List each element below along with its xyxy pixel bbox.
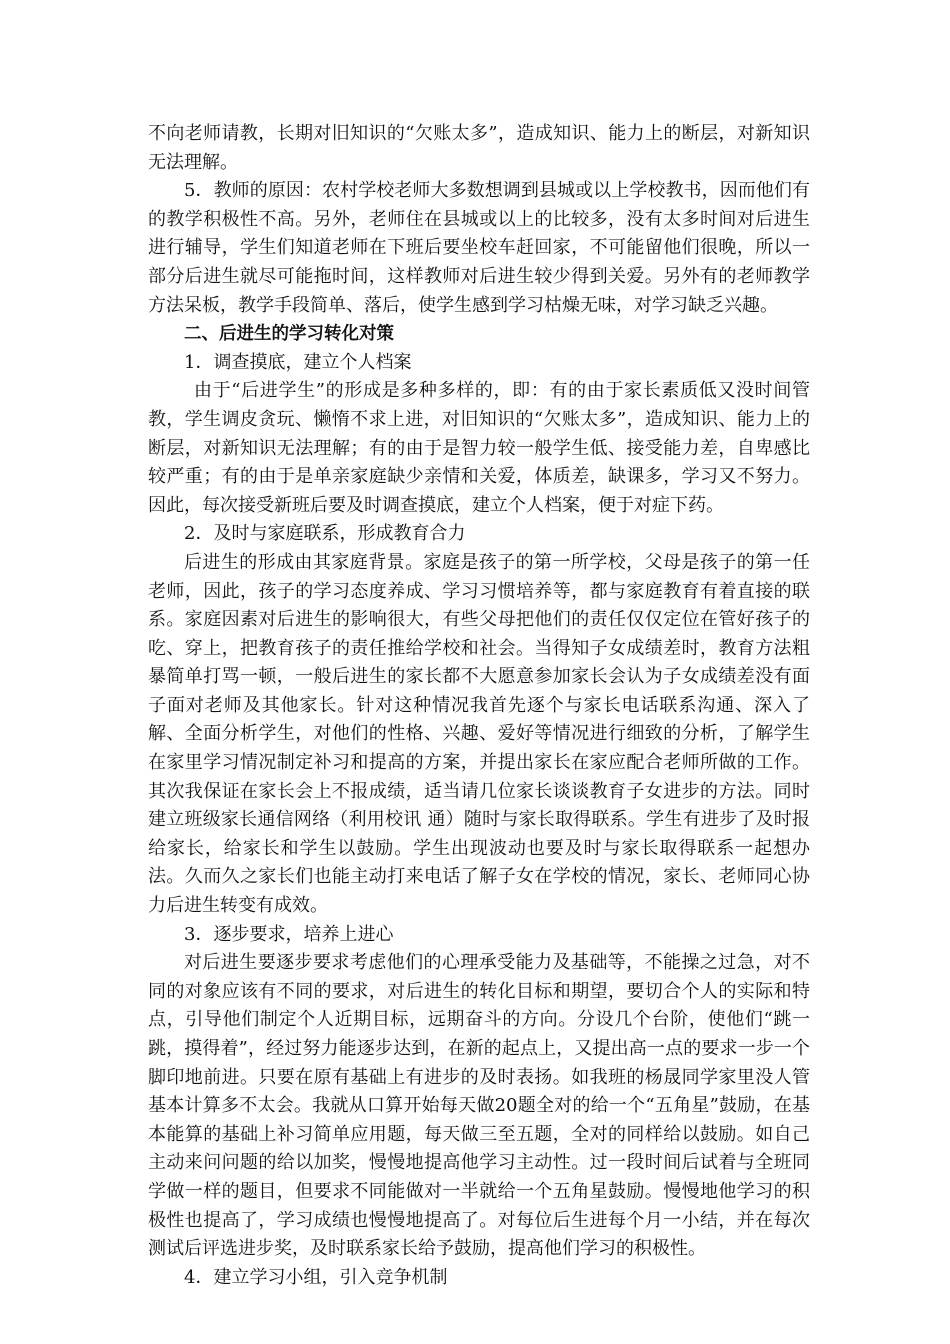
subheading-survey: 1．调查摸底，建立个人档案 [184,351,412,373]
paragraph-survey: 由于“后进学生”的形成是多种多样的，即：有的由于家长素质低又没时间管教，学生调皮贪玩、懒惰不求上进，对旧知识的“欠账太多”，造成知识、能力上的断层，对新知识无法理解；有的由于是智力较一般学生低、接受能力差，自卑感比较严重；有的由于是单亲家庭缺少亲情和关爱，体质差，缺课多，学习又不努力。因此，每次接受新班后要及时调查摸底，建立个人档案，便于对症下药。 [148,380,810,516]
paragraph-gradual-requirements: 对后进生要逐步要求考虑他们的心理承受能力及基础等，不能操之过急，对不同的对象应该有不同的要求，对后进生的转化目标和期望，要切合个人的实际和特点，引导他们制定个人近期目标，远期奋斗的方向。分设几个台阶，使他们“跳一跳，摸得着”，经过努力能逐步达到，在新的起点上，又提出高一点的要求一步一个脚印地前进。只要在原有基础上有进步的及时表扬。如我班的杨晟同学家里没人管基本计算多不太会。我就从口算开始每天做20题全对的给一个“五角星”鼓励，在基本能算的基础上补习简单应用题，每天做三至五题，全对的同样给以鼓励。如自己主动来问问题的给以加奖，慢慢地提高他学习主动性。过一段时间后试着与全班同学做一样的题目，但要求不同能做对一半就给一个五角星鼓励。慢慢地他学习的积极性也提高了，学习成绩也慢慢地提高了。对每位后生进每个月一小结，并在每次测试后评选进步奖，及时联系家长给予鼓励，提高他们学习的积极性。 [148,952,810,1260]
subheading-family-contact: 2．及时与家庭联系，形成教育合力 [184,523,466,545]
paragraph-teacher-inquiry: 不向老师请教，长期对旧知识的“欠账太多”，造成知识、能力上的断层，对新知识无法理解。 [148,123,810,173]
document-page [148,120,810,1292]
paragraph-family-contact: 后进生的形成由其家庭背景。家庭是孩子的第一所学校，父母是孩子的第一任老师，因此，孩子的学习态度养成、学习习惯培养等，都与家庭教育有着直接的联系。家庭因素对后进生的影响很大，有些父母把他们的责任仅仅定位在管好孩子的吃、穿上，把教育孩子的责任推给学校和社会。当得知子女成绩差时，教育方法粗暴简单打骂一顿，一般后进生的家长都不大愿意参加家长会认为子女成绩差没有面子面对老师及其他家长。针对这种情况我首先逐个与家长电话联系沟通、深入了解、全面分析学生，对他们的性格、兴趣、爱好等情况进行细致的分析，了解学生在家里学习情况制定补习和提高的方案，并提出家长在家应配合老师所做的工作。其次我保证在家长会上不报成绩，适当请几位家长谈谈教育子女进步的方法。同时建立班级家长通信网络（利用校讯 通）随时与家长取得联系。学生有进步了及时报给家长，给家长和学生以鼓励。学生出现波动也要及时与家长取得联系一起想办法。久而久之家长们也能主动打来电话了解子女在学校的情况，家长、老师同心协力后进生转变有成效。 [148,551,810,917]
paragraph-teacher-reasons: 5．教师的原因：农村学校老师大多数想调到县城或以上学校教书，因而他们有的教学积极性不高。另外，老师住在县城或以上的比较多，没有太多时间对后进生进行辅导，学生们知道老师在下班后要坐校车赶回家，不可能留他们很晚，所以一部分后进生就尽可能拖时间，这样教师对后进生较少得到关爱。另外有的老师教学方法呆板，教学手段简单、落后，使学生感到学习枯燥无味，对学习缺乏兴趣。 [148,180,810,316]
subheading-gradual-requirements: 3．逐步要求，培养上进心 [184,923,394,945]
section-heading-strategies: 二、后进生的学习转化对策 [184,324,394,345]
subheading-study-groups: 4．建立学习小组，引入竞争机制 [184,1266,448,1288]
